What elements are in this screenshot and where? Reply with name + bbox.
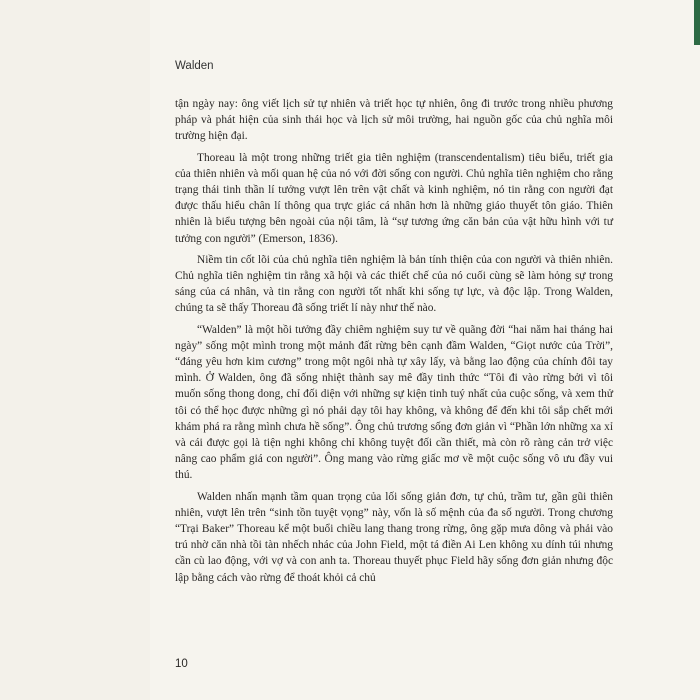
paragraph: Niềm tin cốt lõi của chủ nghĩa tiên nghiệm là bản tính thiện của con người và thiên nhiên. Chủ nghĩa tiên nghiệm tin rằng xã hội và các thiết chế của nó cuối cùng sẽ làm hỏng sự trong sáng của cá nhân, và tin rằng con người tốt nhất khi sống tự lực, và độc lập. Trong Walden, chúng ta sẽ thấy Thoreau đã sống triết lí này như thế nào. (175, 253, 613, 315)
paragraph: “Walden” là một hồi tưởng đầy chiêm nghiệm suy tư về quãng đời “hai năm hai tháng hai ngày” sống một mình trong một mảnh đất rừng bên cạnh đầm Walden, “Giọt nước của Trời”, “đáng yêu hơn kim cương” trong một ngôi nhà tự xây lấy, và bằng lao động của chính đôi tay mình. Ở Walden, ông đã sống nhiệt thành say mê đầy tinh thức “Tôi đi vào rừng bởi vì tôi muốn sống thong dong, chỉ đối diện với những sự kiện tinh tuý nhất của cuộc sống, và xem thử tôi có thể học được những gì nó phải dạy tôi hay không, và không để đến khi tôi sắp chết mới khám phá ra rằng mình chưa hề sống”. Ông chủ trương sống đơn giản vì “Phần lớn những xa xỉ và cái được gọi là tiện nghi không chỉ không tuyệt đối cần thiết, mà còn rõ ràng cản trở việc nâng cao phẩm giá con người”. Ông mang vào rừng giấc mơ về một cuộc sống vô ưu đầy vui thú. (175, 323, 613, 482)
running-header: Walden (175, 60, 214, 72)
page-number: 10 (175, 658, 188, 670)
paragraph: Walden nhấn mạnh tầm quan trọng của lối sống giản đơn, tự chủ, trầm tư, gần gũi thiên nhiên, vượt lên trên “sinh tồn tuyệt vọng” này, vốn là số mệnh của đa số người. Trong chương “Trại Baker” Thoreau kể một buổi chiều lang thang trong rừng, ông gặp mưa dông và phải vào trú nhờ căn nhà tồi tàn nhếch nhác của John Field, một tá điền Ai Len không xu dính túi nhưng cần cù lao động, với vợ và con anh ta. Thoreau thuyết phục Field hãy sống đơn giản nhưng độc lập bằng cách vào rừng để thoát khỏi cả chủ (175, 490, 613, 584)
body-text (175, 96, 613, 591)
paragraph: Thoreau là một trong những triết gia tiên nghiệm (transcendentalism) tiêu biểu, triết gia của thiên nhiên và mối quan hệ của nó với đời sống con người. Chủ nghĩa tiên nghiệm cho rằng trạng thái tinh thần lí tưởng vượt lên trên vật chất và kinh nghiệm, nó tin rằng con người đạt được thấu hiểu chân lí thông qua trực giác cá nhân hơn là những giáo thuyết tôn giáo. Thiên nhiên là biểu tượng bên ngoài của nội tâm, là “sự tương ứng căn bản của vật hữu hình với tư tưởng con người” (Emerson, 1836). (175, 151, 613, 245)
cover-edge (694, 0, 700, 45)
paragraph: tận ngày nay: ông viết lịch sử tự nhiên và triết học tự nhiên, ông đi trước trong nhiều phương pháp và phát hiện của sinh thái học và lịch sử môi trường, hai nguồn gốc của chủ nghĩa môi trường hiện đại. (175, 98, 613, 143)
